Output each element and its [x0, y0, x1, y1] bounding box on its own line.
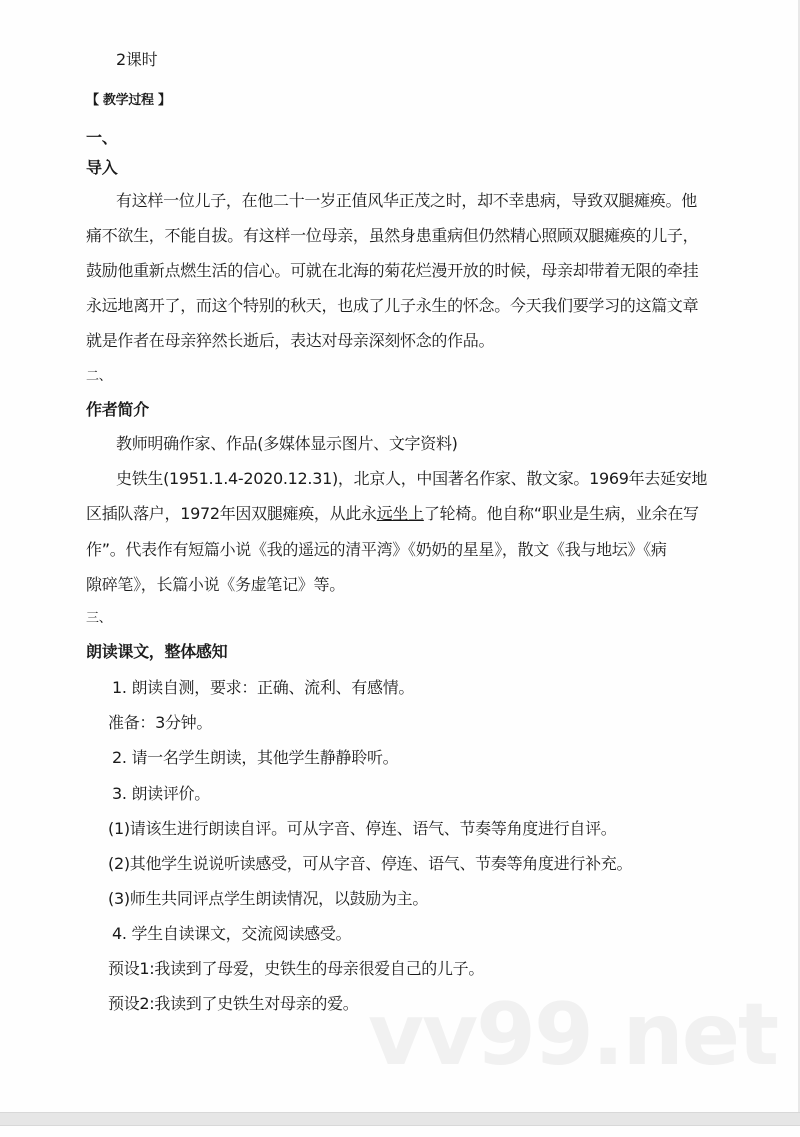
list-item: (1)请该生进行朗读自评。可从字音、停连、语气、节奏等角度进行自评。	[108, 819, 617, 838]
intro-paragraph-line: 鼓励他重新点燃生活的信心。可就在北海的菊花烂漫开放的时候，母亲却带着无限的牵挂	[86, 261, 699, 280]
list-item: (2)其他学生说说听读感受，可从字音、停连、语气、节奏等角度进行补充。	[108, 854, 633, 873]
bio-line	[86, 504, 699, 524]
list-item: 预设2:我读到了史铁生对母亲的爱。	[108, 994, 359, 1013]
page-separator	[0, 1112, 800, 1126]
list-item: 2. 请一名学生朗读，其他学生静静聆听。	[112, 748, 399, 767]
list-item: 1. 朗读自测，要求：正确、流利、有感情。	[112, 678, 415, 697]
bio-text: 区插队落户，1972年因双腿瘫痪，从此永	[86, 504, 377, 523]
intro-paragraph-line: 就是作者在母亲猝然长逝后，表达对母亲深刻怀念的作品。	[86, 331, 495, 350]
bio-underlined-text: 远坐上	[376, 504, 424, 523]
bio-line: 作”。代表作有短篇小说《我的遥远的清平湾》《奶奶的星星》，散文《我与地坛》《病	[86, 540, 667, 559]
bio-line: 隙碎笔》，长篇小说《务虚笔记》等。	[86, 575, 345, 594]
intro-paragraph-line: 痛不欲生，不能自拔。有这样一位母亲，虽然身患重病但仍然精心照顾双腿瘫痪的儿子，	[86, 226, 699, 245]
bio-line: 史铁生(1951.1.4-2020.12.31)，北京人，中国著名作家、散文家。1969年去延安地	[116, 469, 708, 488]
list-item: 准备：3分钟。	[108, 713, 213, 732]
class-period: 2课时	[116, 50, 158, 69]
process-heading: 【 教学过程 】	[86, 93, 171, 108]
section-3-title: 朗读课文，整体感知	[86, 642, 228, 661]
section-1-number: 一、	[86, 128, 118, 147]
section-1-title: 导入	[86, 158, 118, 177]
list-item: (3)师生共同评点学生朗读情况，以鼓励为主。	[108, 889, 429, 908]
author-intro: 教师明确作家、作品(多媒体显示图片、文字资料)	[116, 434, 458, 453]
intro-paragraph-line: 永远地离开了，而这个特别的秋天，也成了儿子永生的怀念。今天我们要学习的这篇文章	[86, 296, 699, 315]
section-3-number: 三、	[86, 611, 112, 626]
section-2-title: 作者简介	[86, 400, 149, 419]
intro-paragraph-line: 有这样一位儿子，在他二十一岁正值风华正茂之时，却不幸患病，导致双腿瘫痪。他	[116, 191, 697, 210]
list-item: 4. 学生自读课文，交流阅读感受。	[112, 924, 352, 943]
list-item: 预设1:我读到了母爱，史铁生的母亲很爱自己的儿子。	[108, 959, 485, 978]
watermark: vv99.net	[368, 985, 778, 1085]
section-2-number: 二、	[86, 369, 112, 384]
bio-text: 了轮椅。他自称“职业是生病，业余在写	[423, 504, 699, 523]
list-item: 3. 朗读评价。	[112, 784, 210, 803]
